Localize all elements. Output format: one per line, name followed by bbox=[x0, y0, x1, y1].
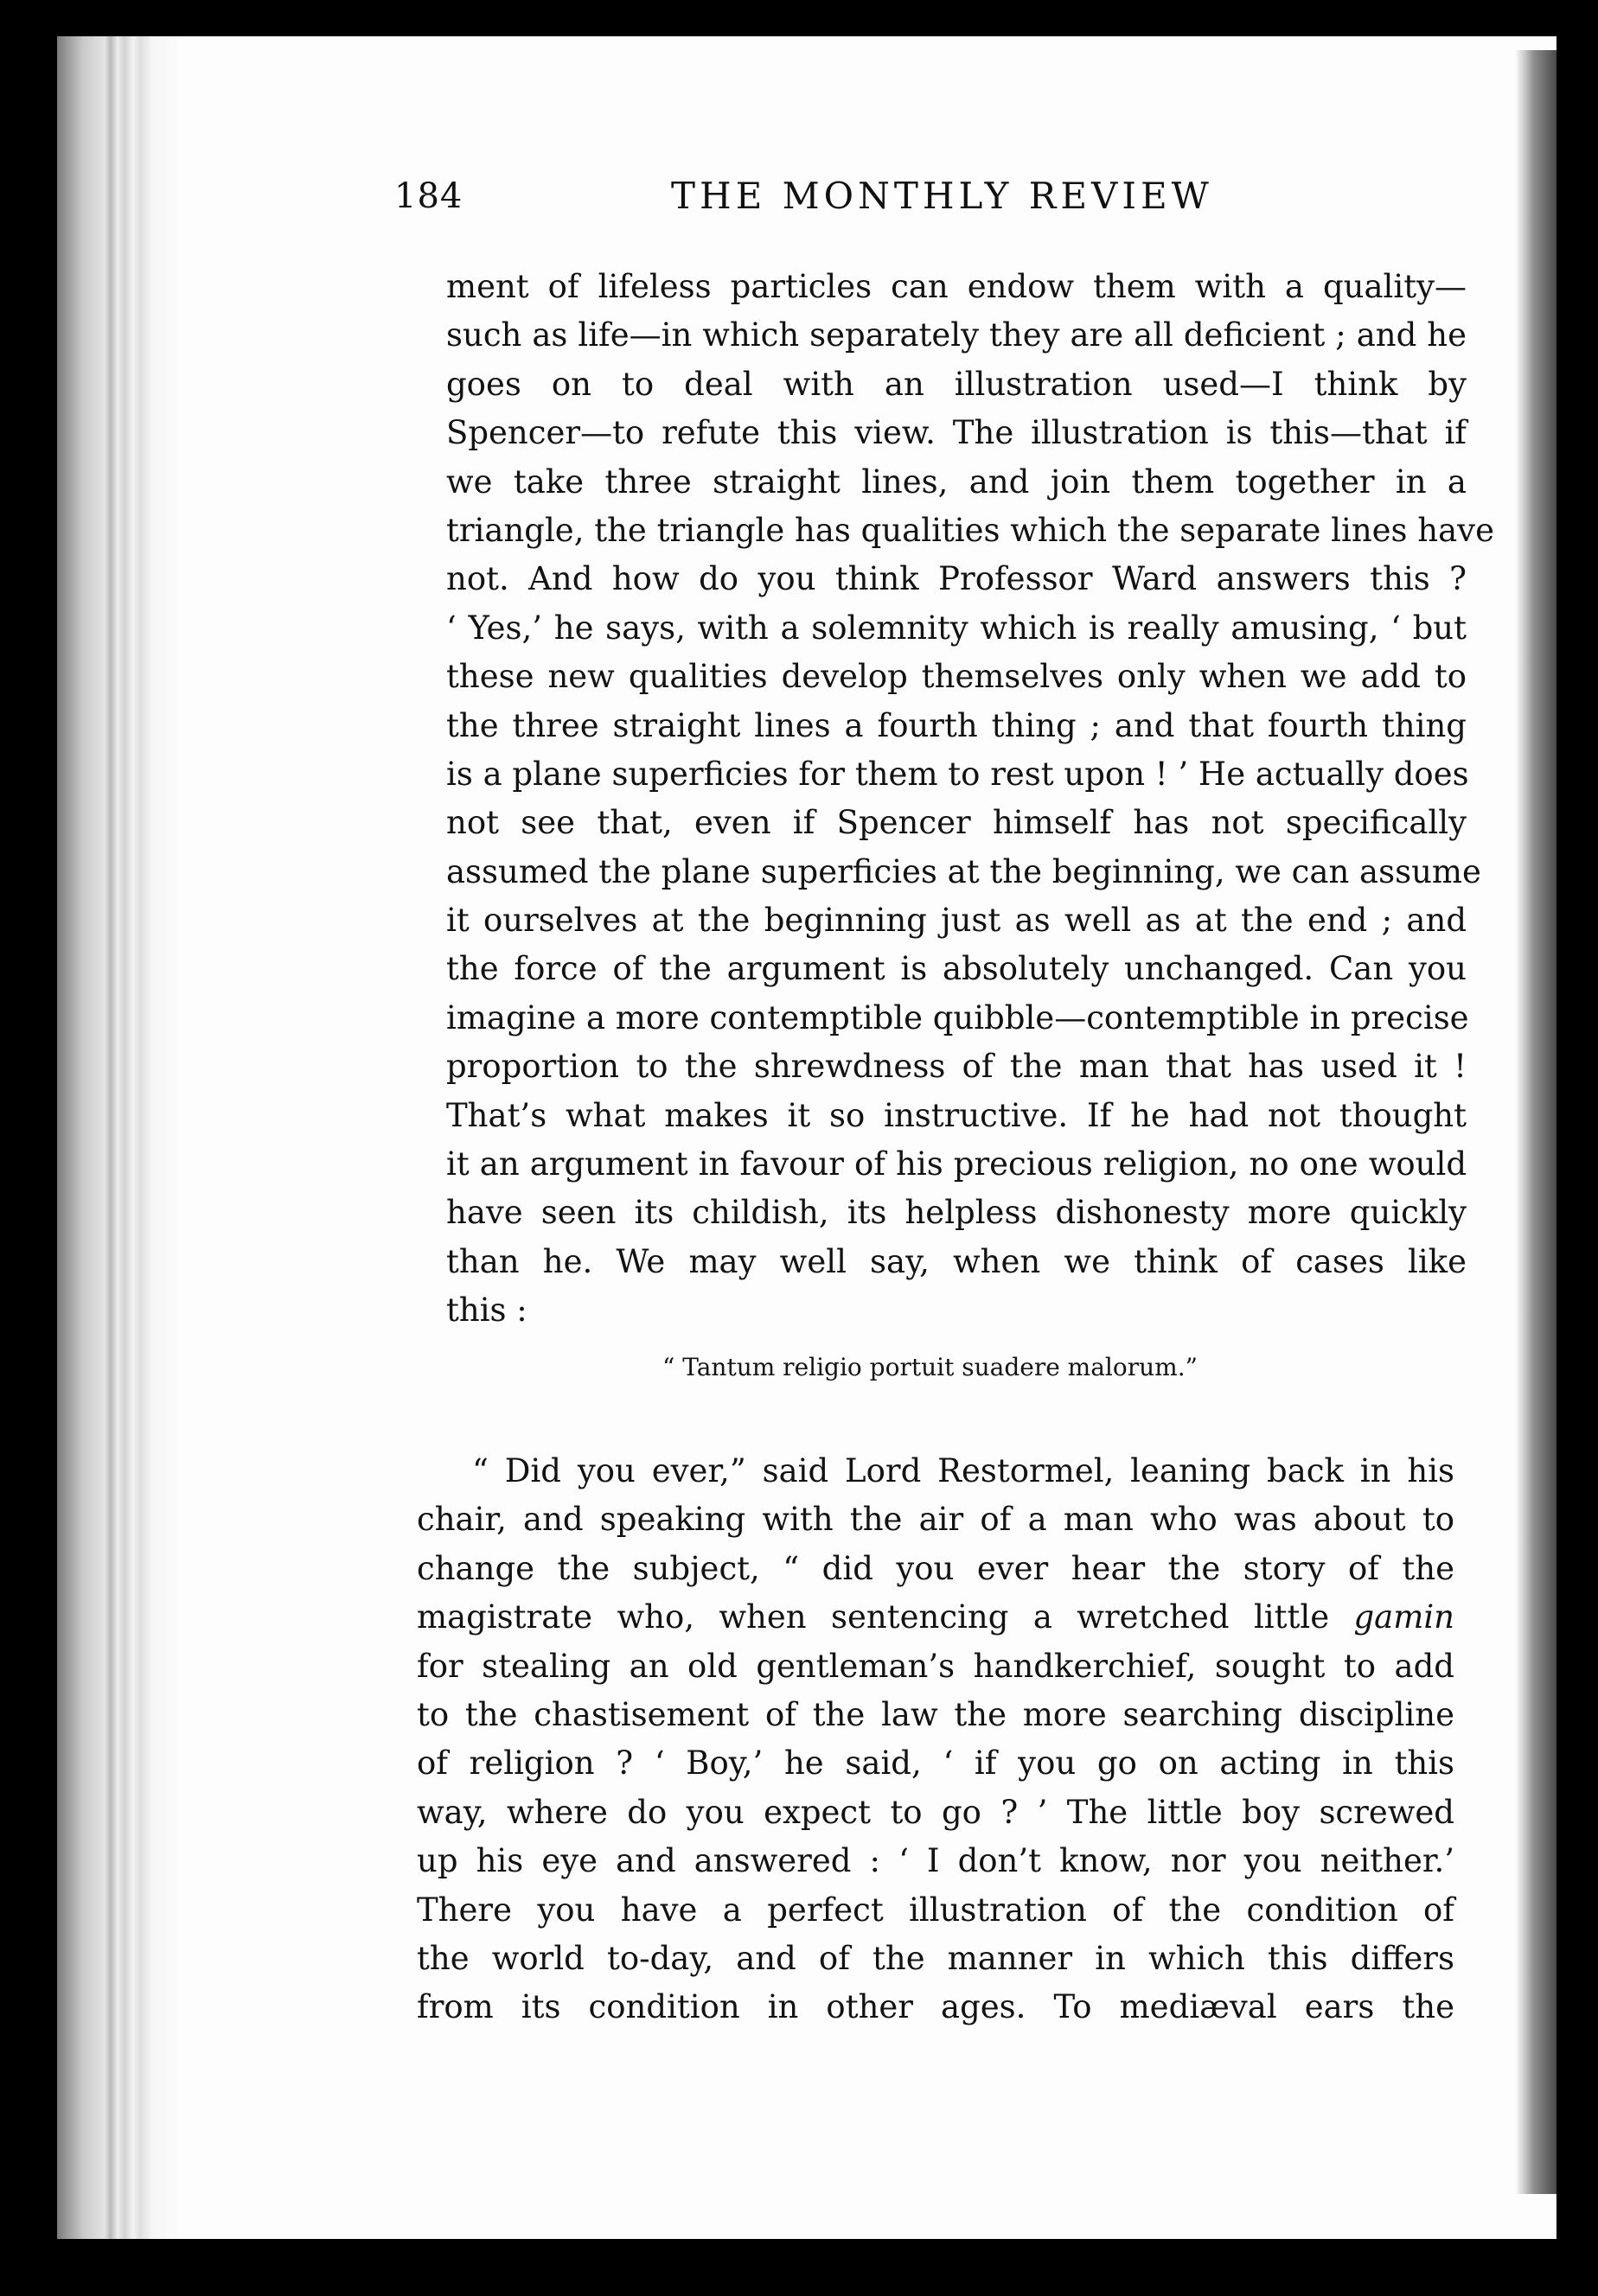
text-line: it ourselves at the beginning just as well as at the end ; and bbox=[446, 902, 1467, 940]
text-line: imagine a more contemptible quibble—contemptible in precise bbox=[446, 998, 1469, 1036]
page-edges-right bbox=[1515, 50, 1556, 2194]
text-line: ment of lifeless particles can endow them with a quality— bbox=[446, 268, 1467, 305]
text-line: the force of the argument is absolutely unchanged. Can you bbox=[446, 950, 1467, 988]
text-line: such as life—in which separately they are all deficient ; and he bbox=[446, 316, 1467, 354]
text-line: proportion to the shrewdness of the man that has used it ! bbox=[446, 1048, 1467, 1086]
text-line: change the subject, “ did you ever hear the story of the bbox=[417, 1549, 1454, 1587]
text-line: There you have a perfect illustration of the condition of bbox=[417, 1891, 1454, 1929]
text-line: we take three straight lines, and join them together in a bbox=[446, 462, 1467, 501]
text-line: assumed the plane superficies at the beginning, we can assume bbox=[446, 852, 1481, 890]
text-line: ‘ Yes,’ he says, with a solemnity which is really amusing, ‘ but bbox=[446, 609, 1467, 647]
text-line: the three straight lines a fourth thing ; and that fourth thing bbox=[446, 706, 1467, 744]
text-line: these new qualities develop themselves only when we add to bbox=[446, 658, 1467, 696]
text-line: for stealing an old gentleman’s handkerchief, sought to add bbox=[417, 1647, 1454, 1685]
paragraph-1 bbox=[446, 263, 1494, 1336]
text-line: up his eye and answered : ‘ I don’t know, nor you neither.’ bbox=[417, 1842, 1454, 1880]
text-line: of religion ? ‘ Boy,’ he said, ‘ if you go on acting in this bbox=[417, 1744, 1454, 1783]
text-line: than he. We may well say, when we think of cases like bbox=[446, 1242, 1467, 1280]
text-line: to the chastisement of the law the more searching discipline bbox=[417, 1695, 1454, 1733]
italic-word: gamin bbox=[1353, 1598, 1454, 1636]
text-line: “ Did you ever,” said Lord Restormel, leaning back in his bbox=[472, 1452, 1454, 1489]
text-line: goes on to deal with an illustration used—I think by bbox=[446, 365, 1467, 403]
book-page bbox=[57, 36, 1556, 2239]
text-line: have seen its childish, its helpless dishonesty more quickly bbox=[446, 1194, 1467, 1232]
text-fragment: magistrate who, when sentencing a wretched little bbox=[417, 1598, 1354, 1636]
text-line: not. And how do you think Professor Ward answers this ? bbox=[446, 560, 1467, 598]
text-line: That’s what makes it so instructive. If he had not thought bbox=[446, 1096, 1467, 1134]
text-line-with-italic bbox=[417, 1593, 1454, 1642]
text-line: this : bbox=[446, 1292, 527, 1330]
page-edges-left bbox=[57, 36, 178, 2239]
text-line: the world to-day, and of the manner in which this differs bbox=[417, 1939, 1454, 1977]
text-line: way, where do you expect to go ? ’ The little boy screwed bbox=[417, 1793, 1454, 1831]
paragraph-2 bbox=[417, 1447, 1454, 2032]
running-head bbox=[394, 166, 1259, 226]
running-title: THE MONTHLY REVIEW bbox=[671, 175, 1213, 217]
text-line: it an argument in favour of his precious religion, no one would bbox=[446, 1145, 1467, 1183]
text-line: is a plane superficies for them to rest upon ! ’ He actually does bbox=[446, 755, 1469, 793]
text-line: not see that, even if Spencer himself has not specifically bbox=[446, 804, 1467, 842]
text-line: Spencer—to refute this view. The illustration is this—that if bbox=[446, 414, 1467, 452]
text-line: from its condition in other ages. To mediæval ears the bbox=[417, 1988, 1454, 2026]
latin-quotation: “ Tantum religio portuit suadere malorum.” bbox=[662, 1353, 1198, 1381]
text-line: chair, and speaking with the air of a man who was about to bbox=[417, 1501, 1454, 1539]
page-number: 184 bbox=[394, 176, 463, 216]
text-line: triangle, the triangle has qualities which the separate lines have bbox=[446, 511, 1494, 549]
